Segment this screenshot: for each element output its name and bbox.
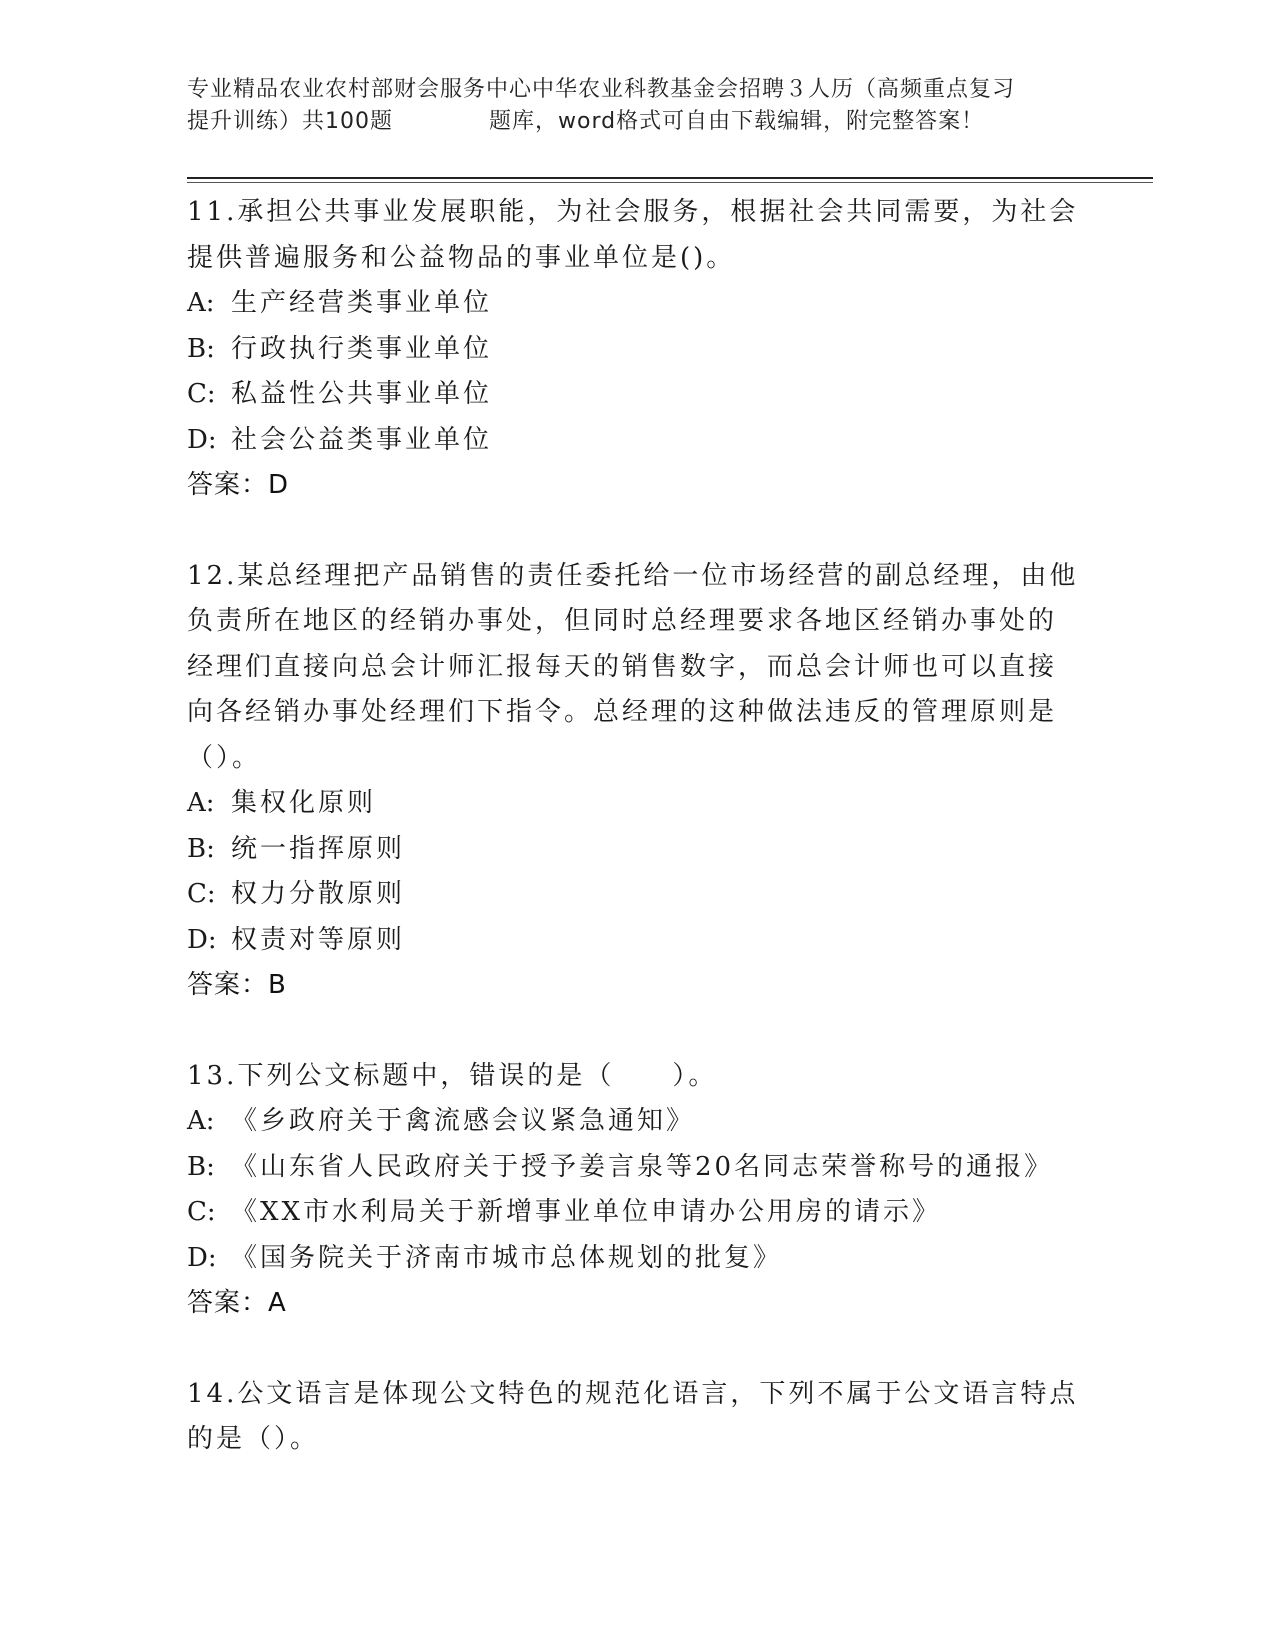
- answer-line: 答案：A: [187, 1288, 287, 1318]
- option-text: 《乡政府关于禽流感会议紧急通知》: [231, 1106, 696, 1136]
- option-d: [187, 418, 1087, 464]
- option-key: A:: [187, 1106, 215, 1136]
- question-text-line: 的是（）。: [187, 1424, 320, 1454]
- question-text-line: 负责所在地区的经销办事处，但同时总经理要求各地区经销办事处的: [187, 606, 1058, 636]
- option-b: [187, 1145, 1087, 1191]
- option-text: 《XX市水利局关于新增事业单位申请办公用房的请示》: [231, 1197, 942, 1227]
- question-11: [187, 190, 1087, 509]
- option-text: 生产经营类事业单位: [231, 288, 493, 318]
- option-c: [187, 872, 1087, 918]
- question-text-line: 向各经销办事处经理们下指令。总经理的这种做法违反的管理原则是: [187, 697, 1058, 727]
- option-a: [187, 1099, 1087, 1145]
- header-line-2-left: 提升训练）共100题: [187, 109, 393, 134]
- option-key: B:: [187, 1151, 215, 1182]
- option-text: 统一指挥原则: [231, 833, 406, 864]
- page-header: [187, 74, 1087, 138]
- option-key: B:: [187, 833, 215, 864]
- question-text-line: 经理们直接向总会计师汇报每天的销售数字，而总会计师也可以直接: [187, 651, 1058, 682]
- option-key: A:: [187, 288, 215, 318]
- header-line-1: 专业精品农业农村部财会服务中心中华农业科教基金会招聘３人历（高频重点复习: [187, 77, 1016, 102]
- question-text-line: 12.某总经理把产品销售的责任委托给一位市场经营的副总经理，由他: [187, 560, 1079, 591]
- header-line-2-right: 题库，word格式可自由下载编辑，附完整答案！: [489, 109, 985, 134]
- header-divider-thick: [187, 177, 1153, 179]
- option-d: [187, 918, 1087, 964]
- question-text-line: （）。: [187, 742, 262, 773]
- option-key: D:: [187, 1242, 217, 1273]
- question-text-line: 11.承担公共事业发展职能，为社会服务，根据社会共同需要，为社会: [187, 197, 1079, 227]
- question-text-line: 14.公文语言是体现公文特色的规范化语言，下列不属于公文语言特点: [187, 1378, 1079, 1409]
- question-list: [187, 190, 1087, 1463]
- option-key: D:: [187, 924, 217, 955]
- option-b: [187, 327, 1087, 373]
- option-text: 私益性公共事业单位: [231, 379, 493, 409]
- option-a: [187, 281, 1087, 327]
- option-key: D:: [187, 424, 217, 455]
- option-d: [187, 1236, 1087, 1282]
- option-key: A:: [187, 788, 215, 818]
- option-key: B:: [187, 333, 215, 364]
- question-text-line: 13.下列公文标题中，错误的是（ ）。: [187, 1060, 718, 1091]
- option-text: 行政执行类事业单位: [231, 333, 493, 364]
- option-text: 集权化原则: [231, 788, 377, 818]
- question-13: [187, 1054, 1087, 1327]
- option-text: 社会公益类事业单位: [231, 424, 493, 455]
- option-text: 《山东省人民政府关于授予姜言泉等20名同志荣誉称号的通报》: [231, 1151, 1054, 1182]
- option-text: 《国务院关于济南市城市总体规划的批复》: [231, 1242, 783, 1273]
- question-12: [187, 554, 1087, 1009]
- option-c: [187, 372, 1087, 418]
- option-text: 权力分散原则: [231, 879, 406, 909]
- question-14: [187, 1372, 1087, 1463]
- option-b: [187, 827, 1087, 873]
- option-key: C:: [187, 879, 216, 909]
- option-c: [187, 1190, 1087, 1236]
- answer-line: 答案：D: [187, 470, 290, 500]
- option-a: [187, 781, 1087, 827]
- option-key: C:: [187, 1197, 216, 1227]
- header-divider-thin: [187, 182, 1153, 183]
- answer-line: 答案：B: [187, 970, 287, 1000]
- header-line-2: [187, 106, 1087, 138]
- option-key: C:: [187, 379, 216, 409]
- option-text: 权责对等原则: [231, 924, 406, 955]
- question-text-line: 提供普遍服务和公益物品的事业单位是()。: [187, 242, 736, 273]
